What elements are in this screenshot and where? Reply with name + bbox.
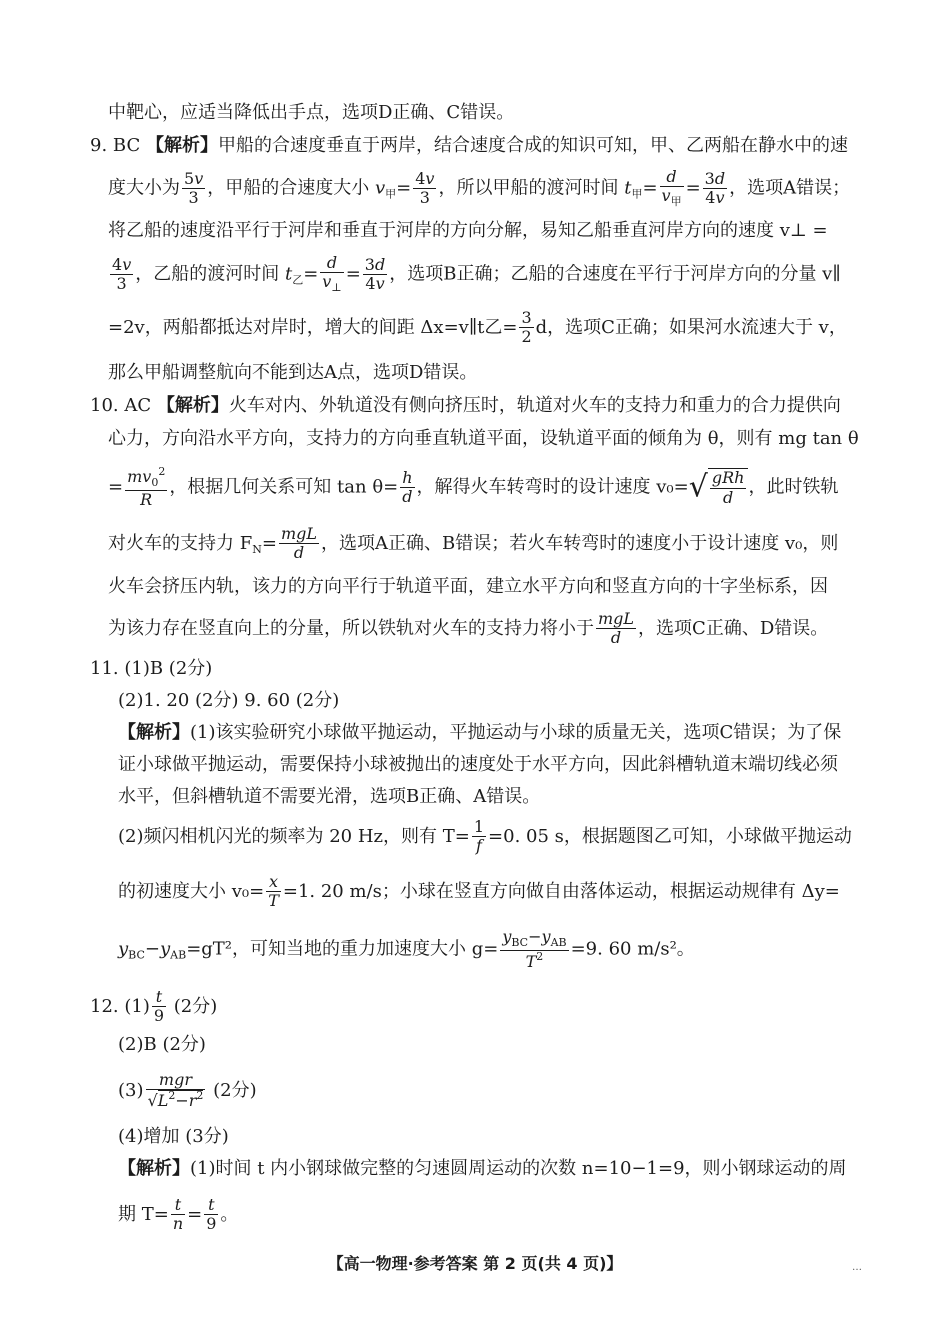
corner-mark: … (852, 1262, 862, 1273)
q9-line-1: 9. BC 【解析】甲船的合速度垂直于两岸，结合速度合成的知识可知，甲、乙两船在静水中的速 (90, 135, 848, 156)
q11-line-4: (2)频闪相机闪光的频率为 20 Hz，则有 T= $\frac{1}{f}$ =0. 05 s，根据题图乙可知，小球做平抛运动 (118, 817, 852, 856)
q10-line-2: 心力，方向沿水平方向，支持力的方向垂直轨道平面，设轨道平面的倾角为 θ，则有 mg tan θ (108, 428, 859, 449)
q11-answer-2: (2)1. 20 (2分) 9. 60 (2分) (118, 690, 340, 711)
q11-answer-1: 11. (1)B (2分) (90, 658, 213, 679)
q12-line-2: 期 T= $\frac{t}{n}$ = $\frac{t}{9}$ 。 (118, 1195, 239, 1234)
q12-answer-2: (2)B (2分) (118, 1034, 206, 1055)
q12-answer-4: (4)增加 (3分) (118, 1126, 229, 1147)
q10-analysis-tag: 【解析】 (156, 395, 229, 416)
q11-line-6: $y_{BC}-y_{AB}=gT^2$，可知当地的重力加速度大小 g= $\frac{y_{BC}-y_{AB}}{T^2}$ =9. 60 m/s²。 (118, 927, 695, 971)
q12-answer-1: 12. (1) $\frac{t}{9}$ (2分) (90, 987, 218, 1026)
q9-line-2: 度大小为 $\frac{5v}{3}$ ，甲船的合速度大小 $v_甲=$ $\frac{4v}{3}$ ，所以甲船的渡河时间 $t_甲=$ $\frac{d}{v_甲}$ = $\frac{3d}{4v}$ ，选项A错误； (108, 167, 851, 209)
q11-line-3: 水平，但斜槽轨道不需要光滑，选项B正确、A错误。 (118, 786, 541, 807)
q11-line-2: 证小球做平抛运动，需要保持小球被抛出的速度处于水平方向，因此斜槽轨道末端切线必须 (118, 754, 838, 775)
q10-line-5: 火车会挤压内轨，该力的方向平行于轨道平面，建立水平方向和竖直方向的十字坐标系，因 (108, 576, 828, 597)
q9-line-4: $\frac{4v}{3}$ ，乙船的渡河时间 $t_乙=$ $\frac{d}{v_\perp}$ = $\frac{3d}{4v}$ ，选项B正确；乙船的合速度在平行于河岸方向的分量 v∥ (112, 253, 841, 295)
q12-analysis-tag: 【解析】 (118, 1158, 190, 1179)
q10-line-3: = $\frac{mv_0^2}{R}$ ，根据几何关系可知 tan θ= $\frac{h}{d}$ ，解得火车转弯时的设计速度 v₀=√ $\frac{\text{gRh}}{d}$ ，此时铁轨 (108, 465, 839, 509)
q11-analysis-tag: 【解析】 (118, 722, 190, 743)
q11-line-1: 【解析】(1)该实验研究小球做平抛运动，平抛运动与小球的质量无关，选项C错误；为了保 (118, 722, 842, 743)
q12-answer-3: (3) $\frac{\text{mgr}}{√L^2-r^2}$ (2分) (118, 1070, 257, 1111)
q11-line-5: 的初速度大小 v₀= $\frac{x}{T}$ =1. 20 m/s；小球在竖直方向做自由落体运动，根据运动规律有 Δy= (118, 872, 840, 911)
q12-line-1: 【解析】(1)时间 t 内小钢球做完整的匀速圆周运动的次数 n=10−1=9，则小钢球运动的周 (118, 1158, 847, 1179)
q9-line-5: =2v，两船都抵达对岸时，增大的间距 Δx=v∥t乙= $\frac{3}{2}$ d，选项C正确；如果河水流速大于 v， (108, 308, 847, 347)
q10-line-4: 对火车的支持力 $F_N=$ $\frac{\text{mgL}}{d}$ ，选项A正确、B错误；若火车转弯时的速度小于设计速度 v₀，则 (108, 524, 839, 563)
sqrt: √ $\frac{\text{gRh}}{d}$ (689, 468, 749, 507)
fraction: $\frac{5v}{3}$ (184, 168, 204, 208)
q10-line-6: 为该力存在竖直向上的分量，所以铁轨对火车的支持力将小于 $\frac{\text{mgL}}{d}$ ，选项C正确、D错误。 (108, 609, 829, 648)
q9-line-3: 将乙船的速度沿平行于河岸和垂直于河岸的方向分解，易知乙船垂直河岸方向的速度 v⊥ = (108, 220, 828, 241)
text-line: 中靶心，应适当降低出手点，选项D正确、C错误。 (108, 102, 515, 123)
q10-number: 10. AC (90, 395, 152, 416)
q10-line-1: 10. AC 【解析】火车对内、外轨道没有侧向挤压时，轨道对火车的支持力和重力的合力提供向 (90, 395, 841, 416)
page-footer: 【高一物理·参考答案 第 2 页(共 4 页)】 (327, 1254, 623, 1273)
q9-analysis-tag: 【解析】 (145, 135, 218, 156)
q9-number: 9. BC (90, 135, 141, 156)
q9-line-6: 那么甲船调整航向不能到达A点，选项D错误。 (108, 362, 478, 383)
